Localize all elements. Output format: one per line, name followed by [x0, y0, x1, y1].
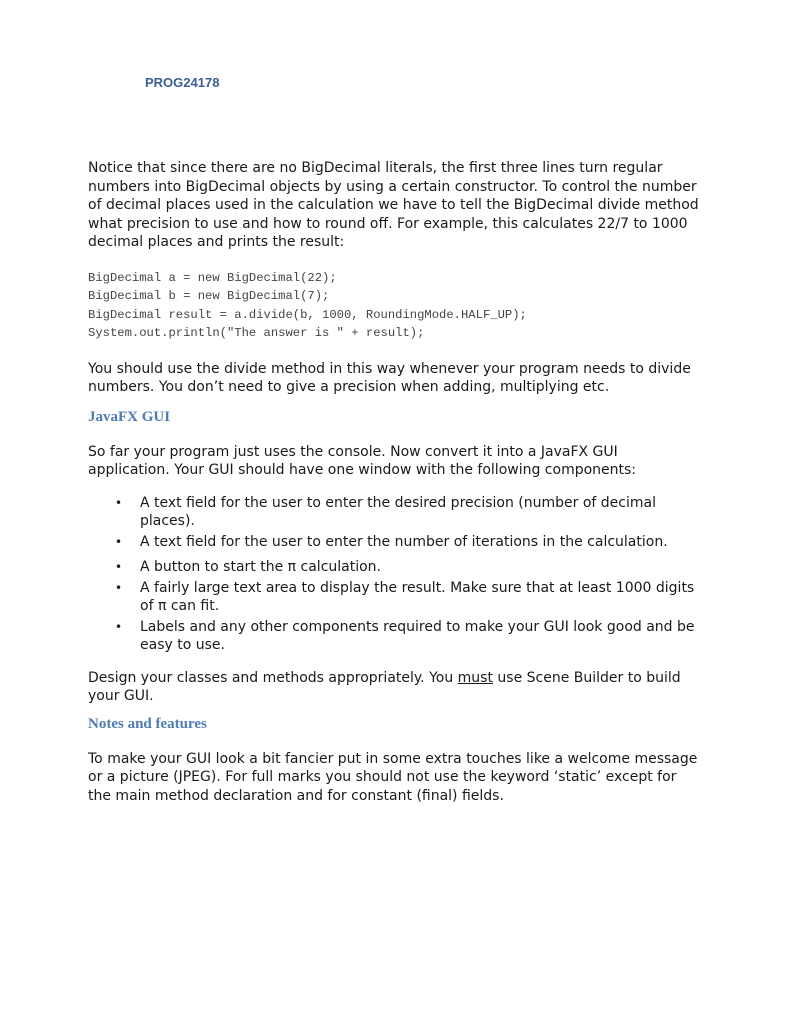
- list-item: [88, 533, 703, 552]
- paragraph-scene-builder: [88, 669, 703, 706]
- list-item: [88, 558, 703, 577]
- course-code-header: PROG24178: [145, 75, 220, 90]
- paragraph-gui-intro: So far your program just uses the console. Now convert it into a JavaFX GUI application. Your GUI should have one window with the following components:: [88, 443, 637, 479]
- code-line: BigDecimal b = new BigDecimal(7);: [88, 289, 330, 304]
- code-line: BigDecimal result = a.divide(b, 1000, RoundingMode.HALF_UP);: [88, 307, 527, 322]
- bullet-icon: •: [115, 560, 123, 575]
- code-block: [88, 269, 703, 343]
- list-item-text: A fairly large text area to display the result. Make sure that at least 1000 digits of π can fit.: [140, 579, 695, 615]
- heading-javafx-gui: JavaFX GUI: [88, 408, 171, 425]
- list-item: [88, 618, 703, 655]
- list-item-text: A text field for the user to enter the number of iterations in the calculation.: [140, 533, 668, 550]
- list-item: [88, 579, 703, 616]
- list-item-text: Labels and any other components required to make your GUI look good and be easy to use.: [140, 618, 695, 654]
- bullet-icon: •: [115, 580, 123, 595]
- code-line: BigDecimal a = new BigDecimal(22);: [88, 270, 337, 285]
- code-line: System.out.println("The answer is " + result);: [88, 326, 425, 341]
- bullet-icon: •: [115, 619, 123, 634]
- bullet-icon: •: [115, 495, 123, 510]
- paragraph-text: Design your classes and methods appropriately. You: [88, 669, 458, 686]
- paragraph-divide-usage: You should use the divide method in this way whenever your program needs to divide numbers. You don’t need to give a precision when adding, multiplying etc.: [88, 360, 691, 396]
- bullet-icon: •: [115, 534, 123, 549]
- heading-notes-features: Notes and features: [88, 715, 207, 732]
- list-item-text: A button to start the π calculation.: [140, 559, 381, 576]
- emphasis-must: must: [457, 669, 493, 686]
- document-body: [88, 159, 703, 805]
- paragraph-bigdecimal-intro: Notice that since there are no BigDecimal literals, the first three lines turn regular numbers into BigDecimal objects by using a certain constructor. To control the number of decimal places used in the calculation we have to tell the BigDecimal divide method what precision to use and how to round off. For example, this calculates 22/7 to 1000 decimal places and prints the result:: [88, 160, 699, 250]
- list-item: [88, 494, 703, 531]
- paragraph-text: use Scene Builder to build your GUI.: [88, 669, 681, 705]
- paragraph-notes: To make your GUI look a bit fancier put in some extra touches like a welcome message or a picture (JPEG). For full marks you should not use the keyword ‘static’ except for the main method declaration and for constant (final) fields.: [88, 750, 698, 804]
- list-item-text: A text field for the user to enter the desired precision (number of decimal places).: [140, 494, 656, 530]
- component-list: [88, 494, 703, 655]
